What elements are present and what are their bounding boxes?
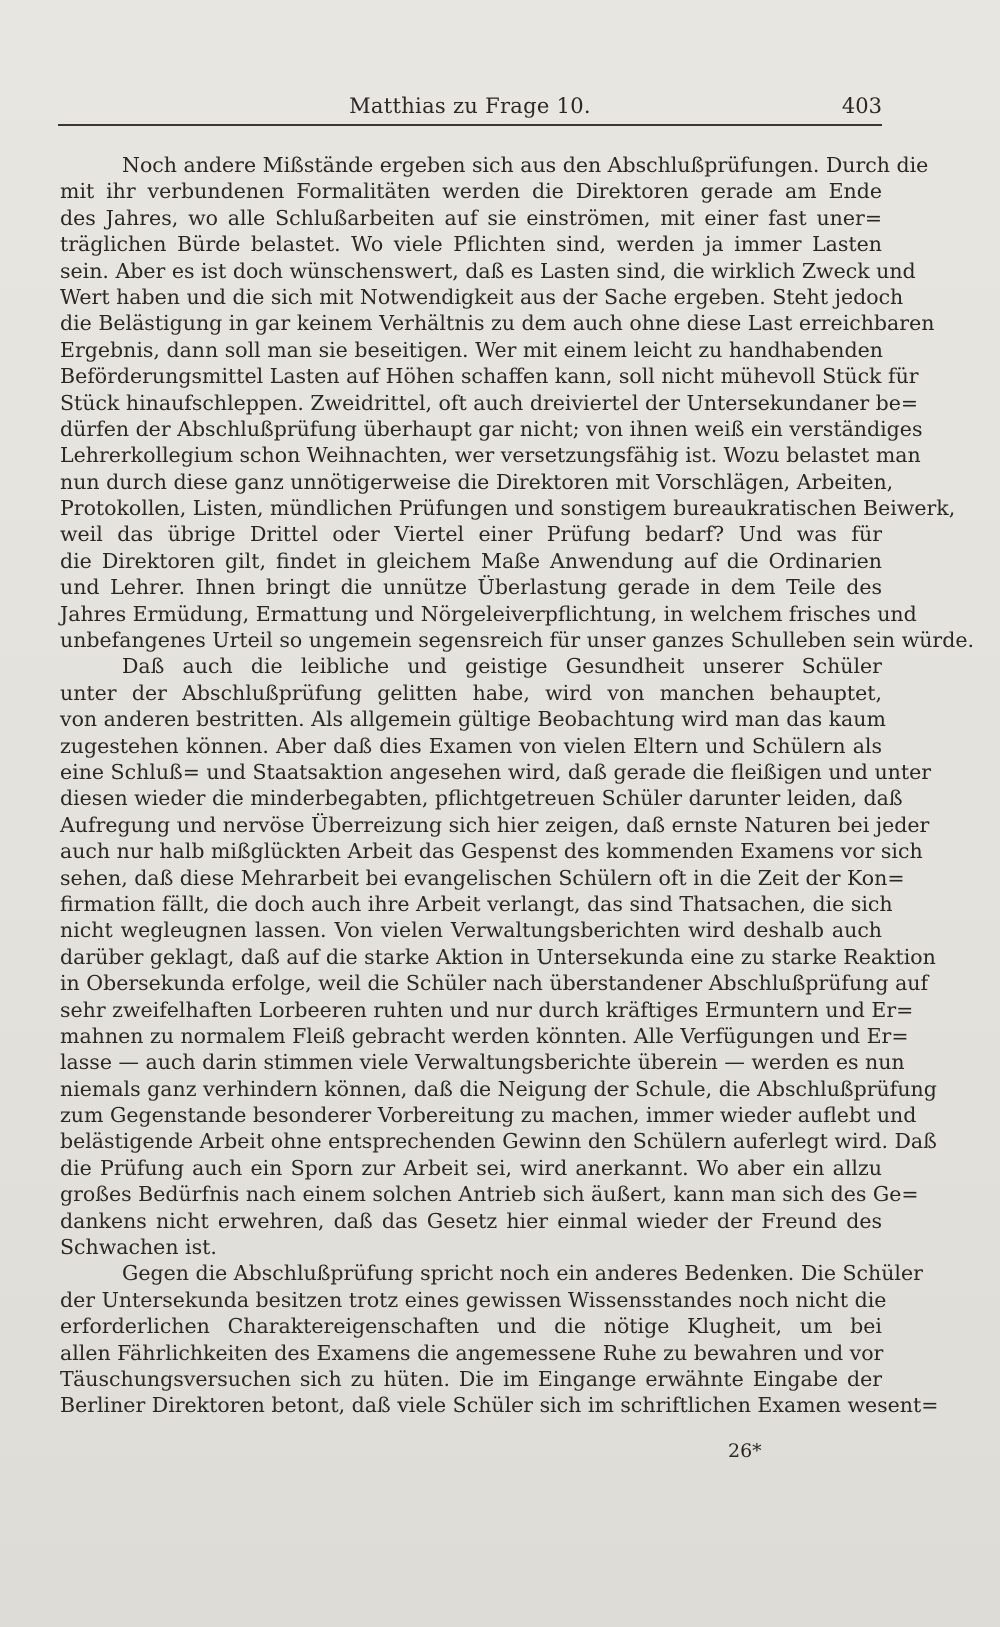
text-line: firmation fällt, die doch auch ihre Arbeit verlangt, das sind Thatsachen, die sich: [60, 891, 893, 916]
text-line: Berliner Direktoren betont, daß viele Schüler sich im schriftlichen Examen wesent=: [60, 1393, 939, 1418]
text-line: Schwachen ist.: [60, 1235, 217, 1260]
text-line: belästigende Arbeit ohne entsprechenden Gewinn den Schülern auferlegt wird. Daß: [60, 1129, 937, 1154]
text-line: träglichen Bürde belastet. Wo viele Pflichten sind, werden ja immer Lasten: [60, 232, 882, 257]
signature-mark: 26*: [728, 1440, 762, 1462]
body-text: [60, 152, 974, 1419]
text-line: nicht wegleugnen lassen. Von vielen Verwaltungsberichten wird deshalb auch: [60, 918, 882, 943]
text-line: Protokollen, Listen, mündlichen Prüfungen und sonstigem bureaukratischen Beiwerk,: [60, 496, 956, 521]
text-line: des Jahres, wo alle Schlußarbeiten auf sie einströmen, mit einer fast uner=: [60, 205, 882, 230]
text-line: Lehrerkollegium schon Weihnachten, wer versetzungsfähig ist. Wozu belastet man: [60, 443, 921, 468]
page-number: 403: [841, 94, 882, 118]
text-line: darüber geklagt, daß auf die starke Aktion in Untersekunda eine zu starke Reaktion: [60, 944, 936, 969]
text-line: Stück hinaufschleppen. Zweidrittel, oft auch dreiviertel der Untersekundaner be=: [60, 390, 919, 415]
text-line: erforderlichen Charaktereigenschaften und die nötige Klugheit, um bei: [60, 1314, 882, 1339]
text-line: niemals ganz verhindern können, daß die Neigung der Schule, die Abschlußprüfung: [60, 1076, 937, 1101]
text-line: lasse — auch darin stimmen viele Verwaltungsberichte überein — werden es nun: [60, 1050, 905, 1075]
text-line: Gegen die Abschlußprüfung spricht noch ein anderes Bedenken. Die Schüler: [122, 1261, 923, 1286]
text-line: großes Bedürfnis nach einem solchen Antrieb sich äußert, kann man sich des Ge=: [60, 1182, 919, 1207]
text-line: sehr zweifelhaften Lorbeeren ruhten und nur durch kräftiges Ermuntern und Er=: [60, 997, 914, 1022]
text-line: von anderen bestritten. Als allgemein gültige Beobachtung wird man das kaum: [60, 707, 886, 732]
text-line: eine Schluß= und Staatsaktion angesehen wird, daß gerade die fleißigen und unter: [60, 759, 932, 784]
text-line: Beförderungsmittel Lasten auf Höhen schaffen kann, soll nicht mühevoll Stück für: [60, 364, 919, 389]
text-line: sehen, daß diese Mehrarbeit bei evangelischen Schülern oft in die Zeit der Kon=: [60, 865, 905, 890]
text-line: Daß auch die leibliche und geistige Gesundheit unserer Schüler: [122, 654, 882, 679]
text-line: mahnen zu normalem Fleiß gebracht werden könnten. Alle Verfügungen und Er=: [60, 1023, 909, 1048]
text-line: unter der Abschlußprüfung gelitten habe, wird von manchen behauptet,: [60, 680, 882, 705]
text-line: Noch andere Mißstände ergeben sich aus den Abschlußprüfungen. Durch die: [122, 153, 929, 177]
text-line: Wert haben und die sich mit Notwendigkeit aus der Sache ergeben. Steht jedoch: [60, 284, 904, 309]
text-line: Jahres Ermüdung, Ermattung und Nörgeleiverpflichtung, in welchem frisches und: [60, 601, 917, 626]
text-line: zum Gegenstande besonderer Vorbereitung zu machen, immer wieder auflebt und: [60, 1103, 917, 1128]
text-line: Aufregung und nervöse Überreizung sich hier zeigen, daß ernste Naturen bei jeder: [60, 812, 930, 837]
text-line: in Obersekunda erfolge, weil die Schüler nach überstandener Abschlußprüfung auf: [60, 971, 929, 996]
text-line: die Prüfung auch ein Sporn zur Arbeit sei, wird anerkannt. Wo aber ein allzu: [60, 1155, 882, 1180]
text-line: die Direktoren gilt, findet in gleichem Maße Anwendung auf die Ordinarien: [60, 548, 882, 573]
text-line: allen Fährlichkeiten des Examens die angemessene Ruhe zu bewahren und vor: [60, 1340, 884, 1365]
text-line: dürfen der Abschlußprüfung überhaupt gar nicht; von ihnen weiß ein verständiges: [60, 416, 923, 441]
text-line: weil das übrige Drittel oder Viertel einer Prüfung bedarf? Und was für: [60, 522, 882, 547]
text-line: nun durch diese ganz unnötigerweise die Direktoren mit Vorschlägen, Arbeiten,: [60, 469, 894, 494]
text-line: unbefangenes Urteil so ungemein segensreich für unser ganzes Schulleben sein würde.: [60, 628, 974, 653]
text-line: Ergebnis, dann soll man sie beseitigen. Wer mit einem leicht zu handhabenden: [60, 337, 883, 362]
text-line: diesen wieder die minderbegabten, pflichtgetreuen Schüler darunter leiden, daß: [60, 786, 903, 811]
text-line: zugestehen können. Aber daß dies Examen von vielen Eltern und Schülern als: [60, 733, 882, 758]
text-line: der Untersekunda besitzen trotz eines gewissen Wissensstandes noch nicht die: [60, 1287, 887, 1312]
text-line: Täuschungsversuchen sich zu hüten. Die im Eingange erwähnte Eingabe der: [60, 1366, 882, 1391]
text-line: auch nur halb mißglückten Arbeit das Gespenst des kommenden Examens vor sich: [60, 839, 923, 864]
text-line: sein. Aber es ist doch wünschenswert, daß es Lasten sind, die wirklich Zweck und: [60, 258, 916, 283]
text-line: mit ihr verbundenen Formalitäten werden die Direktoren gerade am Ende: [60, 179, 882, 204]
page-header: [58, 94, 882, 126]
text-line: die Belästigung in gar keinem Verhältnis zu dem auch ohne diese Last erreichbaren: [60, 311, 935, 336]
text-line: dankens nicht erwehren, daß das Gesetz hier einmal wieder der Freund des: [60, 1208, 882, 1233]
running-head: Matthias zu Frage 10.: [349, 94, 591, 118]
text-line: und Lehrer. Ihnen bringt die unnütze Überlastung gerade in dem Teile des: [60, 575, 882, 600]
